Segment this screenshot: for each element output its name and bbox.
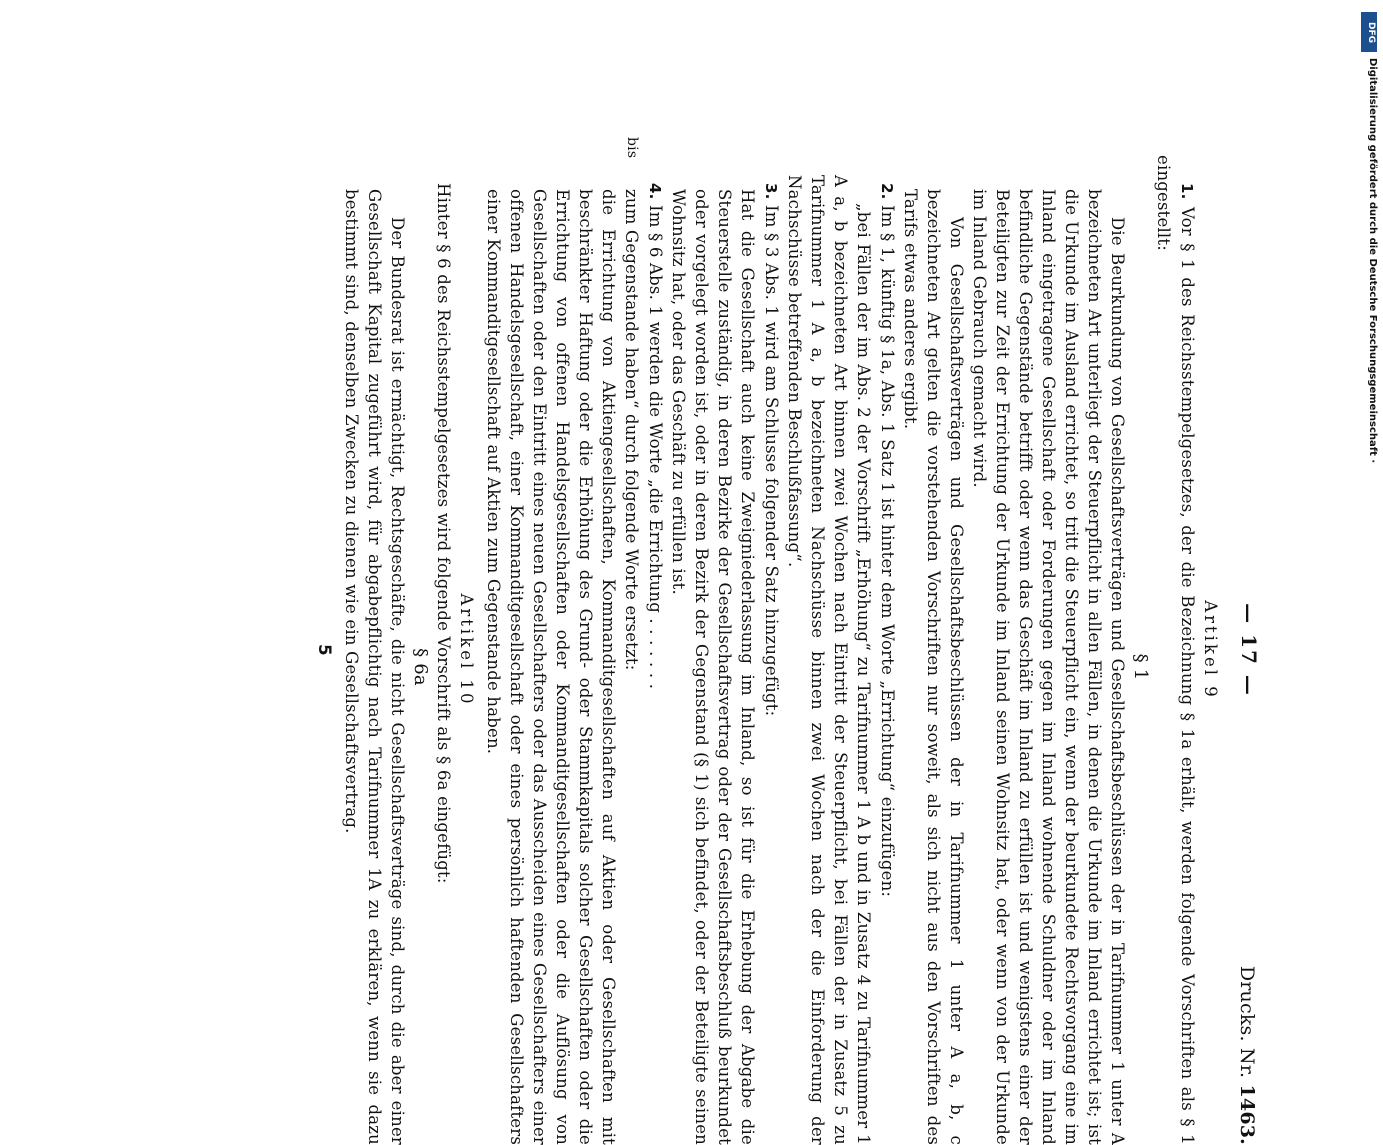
article-9-heading: Artikel 9 <box>1199 155 1222 1145</box>
page-header <box>1226 155 1260 1145</box>
item-3-text: Im § 3 Abs. 1 wird am Schlusse folgender Satz hinzugefügt: <box>762 205 781 716</box>
article-10-heading: Artikel 10 <box>455 155 478 1145</box>
section-6a-sign: § 6a <box>409 189 432 1145</box>
drucksache-reference <box>1235 966 1258 1145</box>
article-10-intro: Hinter § 6 des Reichsstempelgesetzes wird folgende Vorschrift als § 6a eingefügt: <box>432 155 455 1145</box>
digitization-notice <box>1360 10 1378 990</box>
rotated-document-page <box>130 155 1260 1145</box>
item-1-text: Vor § 1 des Reichsstempelgesetzes, der die Bezeichnung § 1a erhält, werden folgende Vorschriften als § 1 eingestellt: <box>1154 155 1197 1145</box>
drucksache-label: Drucks. Nr. <box>1236 966 1258 1078</box>
item-4-continuation-block <box>482 189 643 1145</box>
item-4-body: die Errichtung von Aktiengesellschaften, Kommanditgesellschaften auf Aktien oder Gesellschaften mit beschränkter Haftung oder die Erhöhung des Grund- oder Stammkapitals solcher Gesellschaften oder die Errichtung von offenen Handelsgesellschaften oder Kommanditgesellschaften oder die Auflösung von Gesellschaften oder den Eintritt eines neuen Gesellschafters oder das Ausscheiden eines Gesellschafters einer offenen Handelsgesellschaft, einer Kommanditgesellschaft oder eines persönlich haftenden Gesellschafters einer Kommanditgesellschaft auf Aktien zum Gegenstande haben. <box>482 189 620 1145</box>
page-number: — 17 — <box>1237 155 1260 1145</box>
item-4 <box>643 155 667 1145</box>
section-1-paragraph-1: Die Beurkundung von Gesellschaftsverträgen und Gesellschaftsbeschlüssen der in Tarifnummer 1 unter A bezeichneten Art unterliegt der Steuerpflicht in allen Fällen, in denen die Urkunde im Inland errichtet ist; ist die Urkunde im Ausland errichtet, so tritt die Steuerpflicht ein, wenn der beurkundete Rechtsvorgang eine im Inland eingetragene Gesellschaft oder Forderungen gegen im Inland wohnende Schuldner oder im Inland befindliche Gegenstände betrifft oder wenn das Geschäft im Inland zu erfüllen ist und wenigstens einer der Beteiligten zur Zeit der Errichtung der Urkunde im Inland seinen Wohnsitz hat, oder wenn von der Urkunde im Inland Gebrauch gemacht wird. <box>968 189 1129 1145</box>
section-6a-body: Der Bundesrat ist ermächtigt, Rechtsgeschäfte, die nicht Gesellschaftsverträge sind, durch die aber einer Gesellschaft Kapital zugeführt wird, für abgabepflichtig nach Tarifnummer 1A zu erklären, wenn sie dazu bestimmt sind, denselben Zwecken zu dienen wie ein Gesellschaftsvertrag. <box>340 189 409 1145</box>
item-2-text: Im § 1, künftig § 1a, Abs. 1 Satz 1 ist hinter dem Worte „Errichtung“ einzufügen: <box>878 205 897 897</box>
section-1-sign: § 1 <box>1129 189 1152 1145</box>
item-2-quote: „bei Fällen der im Abs. 2 der Vorschrift „Erhöhung“ zu Tarifnummer 1 A b und in Zusatz 4 zu Tarifnummer 1 A a, b bezeichneten Art binnen zwei Wochen nach Eintritt der Steuerpflicht, bei Fällen der in Zusatz 5 zu Tarifnummer 1 A a, b bezeichneten Nachschüsse binnen zwei Wochen nach der die Einforderung der Nachschüsse betreffenden Beschlußfassung“. <box>783 175 875 1145</box>
item-1 <box>1152 155 1199 1145</box>
item-3 <box>759 155 783 1145</box>
item-4-number: 4. <box>646 183 664 200</box>
digitization-notice-text: Digitalisierung gefördert durch die Deutsche Forschungsgemeinschaft · <box>1367 58 1378 998</box>
bis-margin-note: bis <box>620 137 643 158</box>
signature-mark: 5 <box>313 155 336 1145</box>
item-2 <box>875 155 899 1145</box>
item-2-number: 2. <box>878 183 896 200</box>
dfg-logo <box>1361 12 1377 52</box>
drucksache-number: 1463. <box>1236 1085 1258 1145</box>
item-1-number: 1. <box>1178 183 1196 200</box>
item-3-body: Hat die Gesellschaft auch keine Zweigniederlassung im Inland, so ist für die Erhebung der Abgabe die Steuerstelle zuständig, in deren Bezirke der Gesellschaftsvertrag oder der Gesellschaftsbeschluß beurkundet oder vorgelegt worden ist, oder in deren Bezirk der Gegenstand (§ 1) sich befindet, oder der Beteiligte seinen Wohnsitz hat, oder das Geschäft zu erfüllen ist. <box>667 189 759 1145</box>
item-4-text: Im § 6 Abs. 1 werden die Worte „die Errichtung . . . . . . . <box>646 205 665 689</box>
section-1-block <box>899 189 1152 1145</box>
item-3-number: 3. <box>762 183 780 200</box>
section-1-paragraph-2: Von Gesellschaftsverträgen und Gesellschaftsbeschlüssen der in Tarifnummer 1 unter A a, b, c bezeichneten Art gelten die vorstehenden Vorschriften nur soweit, als sich nicht aus den Vorschriften des Tarifs etwas anderes ergibt. <box>899 189 968 1145</box>
item-4-continuation: zum Gegenstande haben“ durch folgende Worte ersetzt: <box>620 189 643 1145</box>
section-6a-block <box>340 189 432 1145</box>
dfg-logo-text: DFG <box>1366 22 1376 43</box>
